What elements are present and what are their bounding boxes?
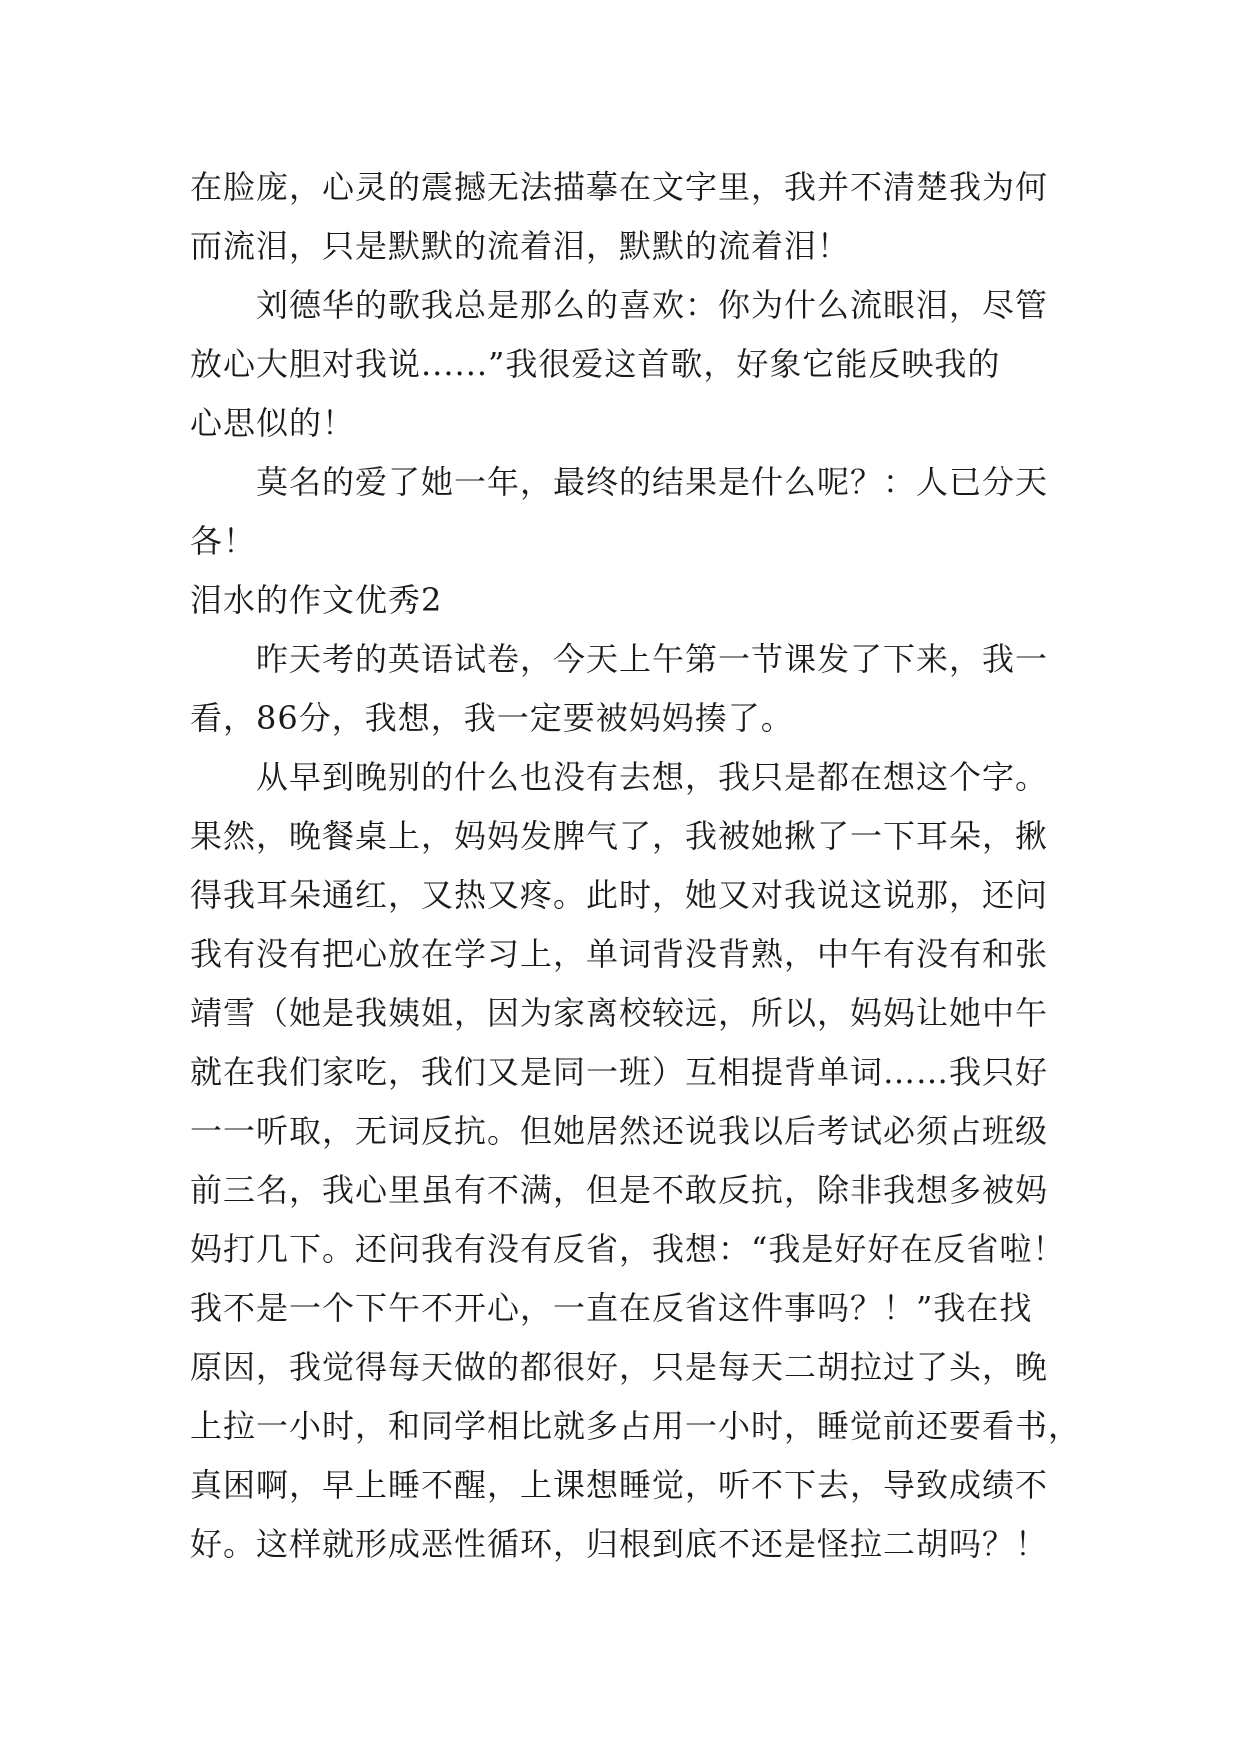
text-line: 上拉一小时，和同学相比就多占用一小时，睡觉前还要看书，: [190, 1407, 1082, 1445]
text-line: 原因，我觉得每天做的都很好，只是每天二胡拉过了头，晚: [190, 1348, 1049, 1386]
text-line: 放心大胆对我说......”我很爱这首歌，好象它能反映我的: [190, 345, 1001, 383]
text-line: 妈打几下。还问我有没有反省，我想：“我是好好在反省啦！: [190, 1230, 1066, 1268]
text-line: 在脸庞，心灵的震撼无法描摹在文字里，我并不清楚我为何: [190, 168, 1049, 206]
text-line: 就在我们家吃，我们又是同一班）互相提背单词……我只好: [190, 1053, 1049, 1091]
text-line: 我不是一个下午不开心，一直在反省这件事吗？！”我在找: [190, 1289, 1033, 1327]
text-line: 莫名的爱了她一年，最终的结果是什么呢？：人已分天: [190, 463, 1049, 501]
text-line: 我有没有把心放在学习上，单词背没背熟，中午有没有和张: [190, 935, 1049, 973]
text-line: 真困啊，早上睡不醒，上课想睡觉，听不下去，导致成绩不: [190, 1466, 1049, 1504]
text-line: 心思似的！: [190, 404, 356, 442]
text-line: 好。这样就形成恶性循环，归根到底不还是怪拉二胡吗？！: [190, 1525, 1049, 1563]
document-body: [190, 158, 1082, 1574]
section-title: 泪水的作文优秀2: [190, 581, 443, 619]
text-line: 一一听取，无词反抗。但她居然还说我以后考试必须占班级: [190, 1112, 1049, 1150]
text-line: 刘德华的歌我总是那么的喜欢：你为什么流眼泪，尽管: [190, 286, 1049, 324]
text-line: 从早到晚别的什么也没有去想，我只是都在想这个字。: [190, 758, 1049, 796]
text-line: 昨天考的英语试卷，今天上午第一节课发了下来，我一: [190, 640, 1049, 678]
text-line: 果然，晚餐桌上，妈妈发脾气了，我被她揪了一下耳朵，揪: [190, 817, 1049, 855]
text-line: 前三名，我心里虽有不满，但是不敢反抗，除非我想多被妈: [190, 1171, 1049, 1209]
text-line: 得我耳朵通红，又热又疼。此时，她又对我说这说那，还问: [190, 876, 1049, 914]
text-line: 而流泪，只是默默的流着泪，默默的流着泪！: [190, 227, 851, 265]
text-line: 各！: [190, 522, 257, 560]
text-line: 看，86分，我想，我一定要被妈妈揍了。: [190, 699, 794, 737]
text-line: 靖雪（她是我姨姐，因为家离校较远，所以，妈妈让她中午: [190, 994, 1049, 1032]
